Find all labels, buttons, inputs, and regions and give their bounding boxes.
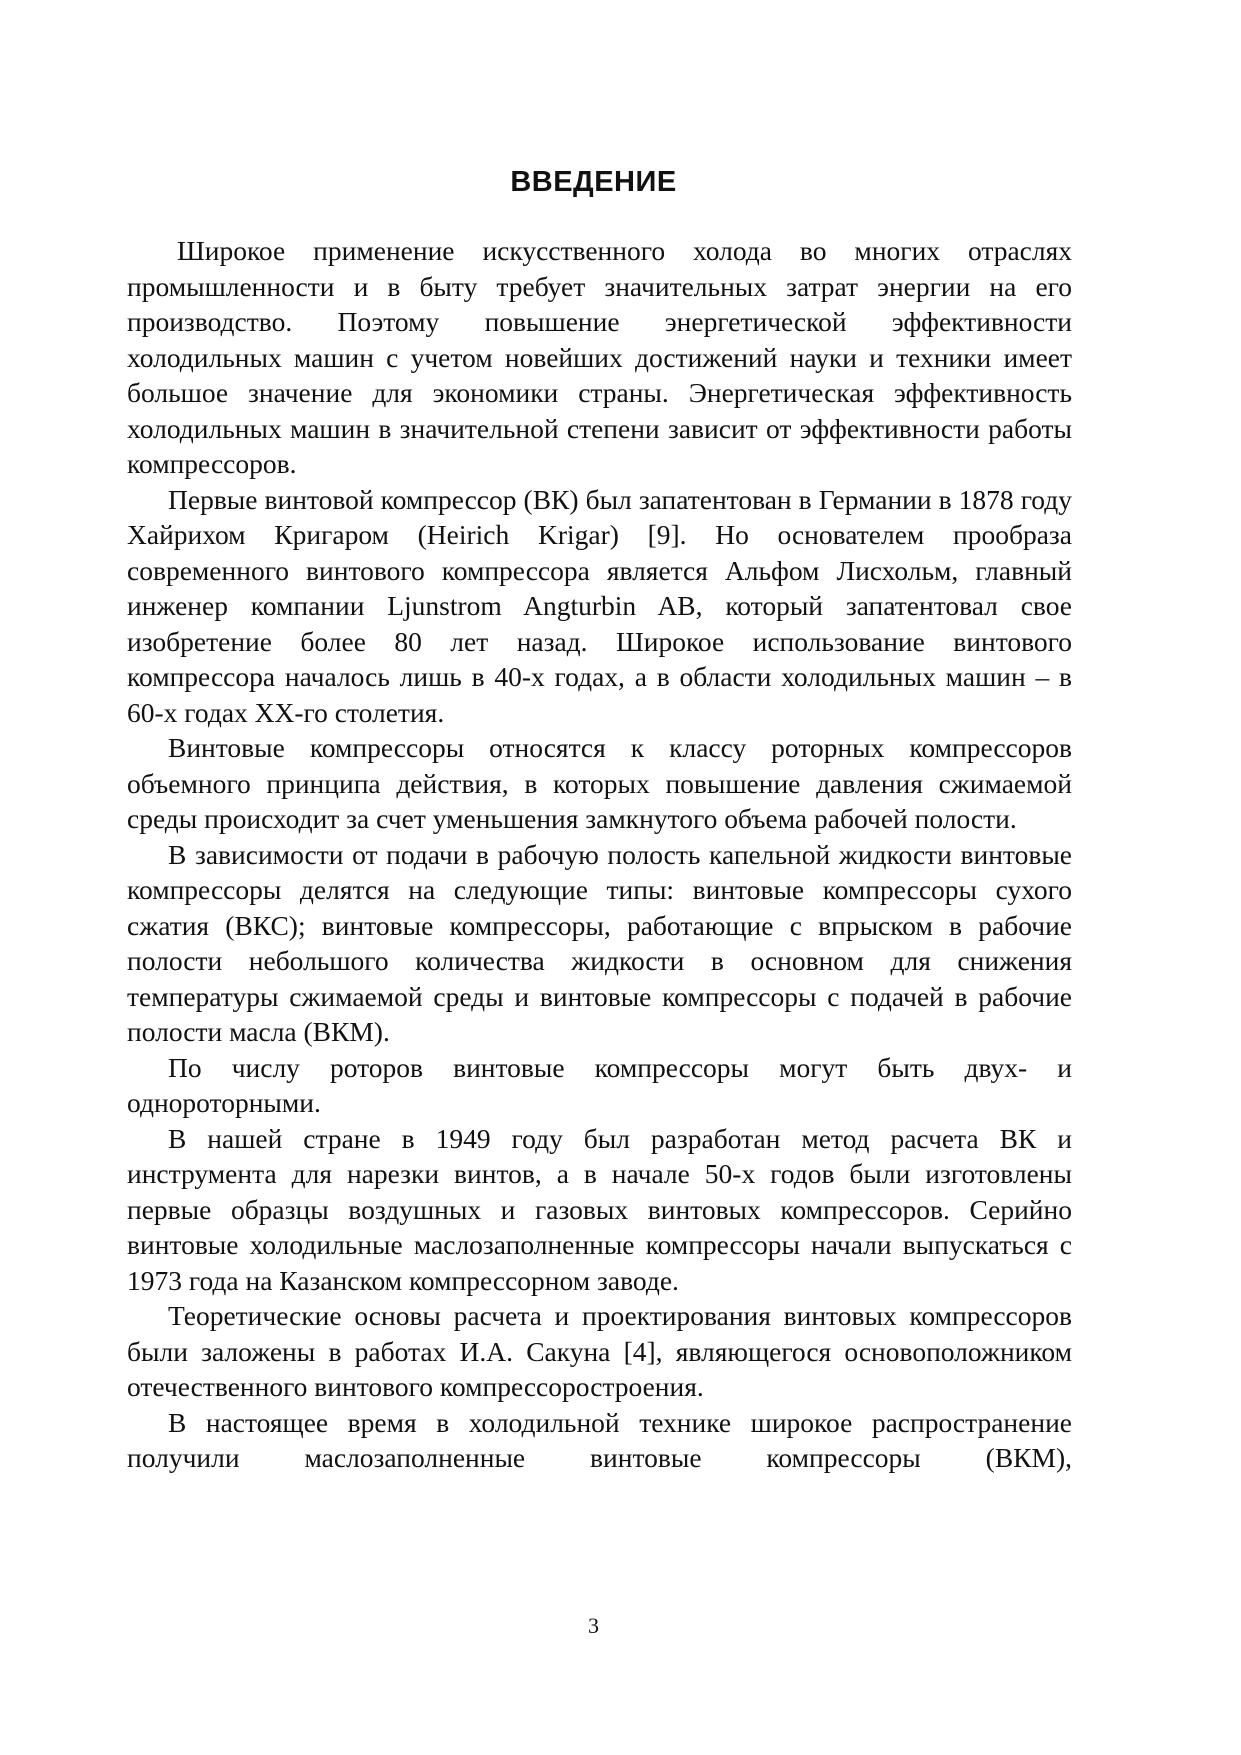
page-number: 3 <box>588 1613 599 1638</box>
paragraph-8: В настоящее время в холодильной технике широкое распространение получили маслозаполненные винтовые компрессоры (ВКМ), <box>127 1406 1072 1473</box>
paragraph-3: Винтовые компрессоры относятся к классу роторных компрессоров объемного принципа действия, в которых повышение давления сжимаемой среды происходит за счет уменьшения замкнутого объема рабочей полости. <box>127 732 1072 834</box>
paragraph-5: По числу роторов винтовые компрессоры могут быть двух- и однороторными. <box>127 1051 1072 1118</box>
paragraph-6: В нашей стране в 1949 году был разработан метод расчета ВК и инструмента для нарезки винтов, а в начале 50-х годов были изготовлены первые образцы воздушных и газовых винтовых компрессоров. Серийно винтовые холодильные маслозаполненные компрессоры начали выпускаться с 1973 года на Казанском компрессорном заводе. <box>127 1122 1072 1296</box>
paragraph-2: Первые винтовой компрессор (ВК) был запатентован в Германии в 1878 году Хайрихом Кригаром (Heirich Krigar) [9]. Но основателем прообраза современного винтового компрессора является Альфом Лисхольм, главный инженер компании Ljunstrom Angturbin AB, который запатентовал свое изобретение более 80 лет назад. Широкое использование винтового компрессора началось лишь в 40-х годах, а в области холодильных машин – в 60-х годах XX-го столетия. <box>127 483 1072 728</box>
paragraph-4: В зависимости от подачи в рабочую полость капельной жидкости винтовые компрессоры делятся на следующие типы: винтовые компрессоры сухого сжатия (ВКС); винтовые компрессоры, работающие с впрыском в рабочие полости небольшого количества жидкости в основном для снижения температуры сжимаемой среды и винтовые компрессоры с подачей в рабочие полости масла (ВКМ). <box>127 838 1072 1047</box>
section-heading: ВВЕДЕНИЕ <box>510 166 677 198</box>
paragraph-7: Теоретические основы расчета и проектирования винтовых компрессоров были заложены в работах И.А. Сакуна [4], являющегося основоположником отечественного винтового компрессоростроения. <box>127 1300 1072 1402</box>
paragraph-1: Широкое применение искусственного холода во многих отраслях промышленности и в быту требует значительных затрат энергии на его производство. Поэтому повышение энергетической эффективности холодильных машин с учетом новейших достижений науки и техники имеет большое значение для экономики страны. Энергетическая эффективность холодильных машин в значительной степени зависит от эффективности работы компрессоров. <box>127 235 1072 479</box>
body-text <box>127 233 1072 1476</box>
